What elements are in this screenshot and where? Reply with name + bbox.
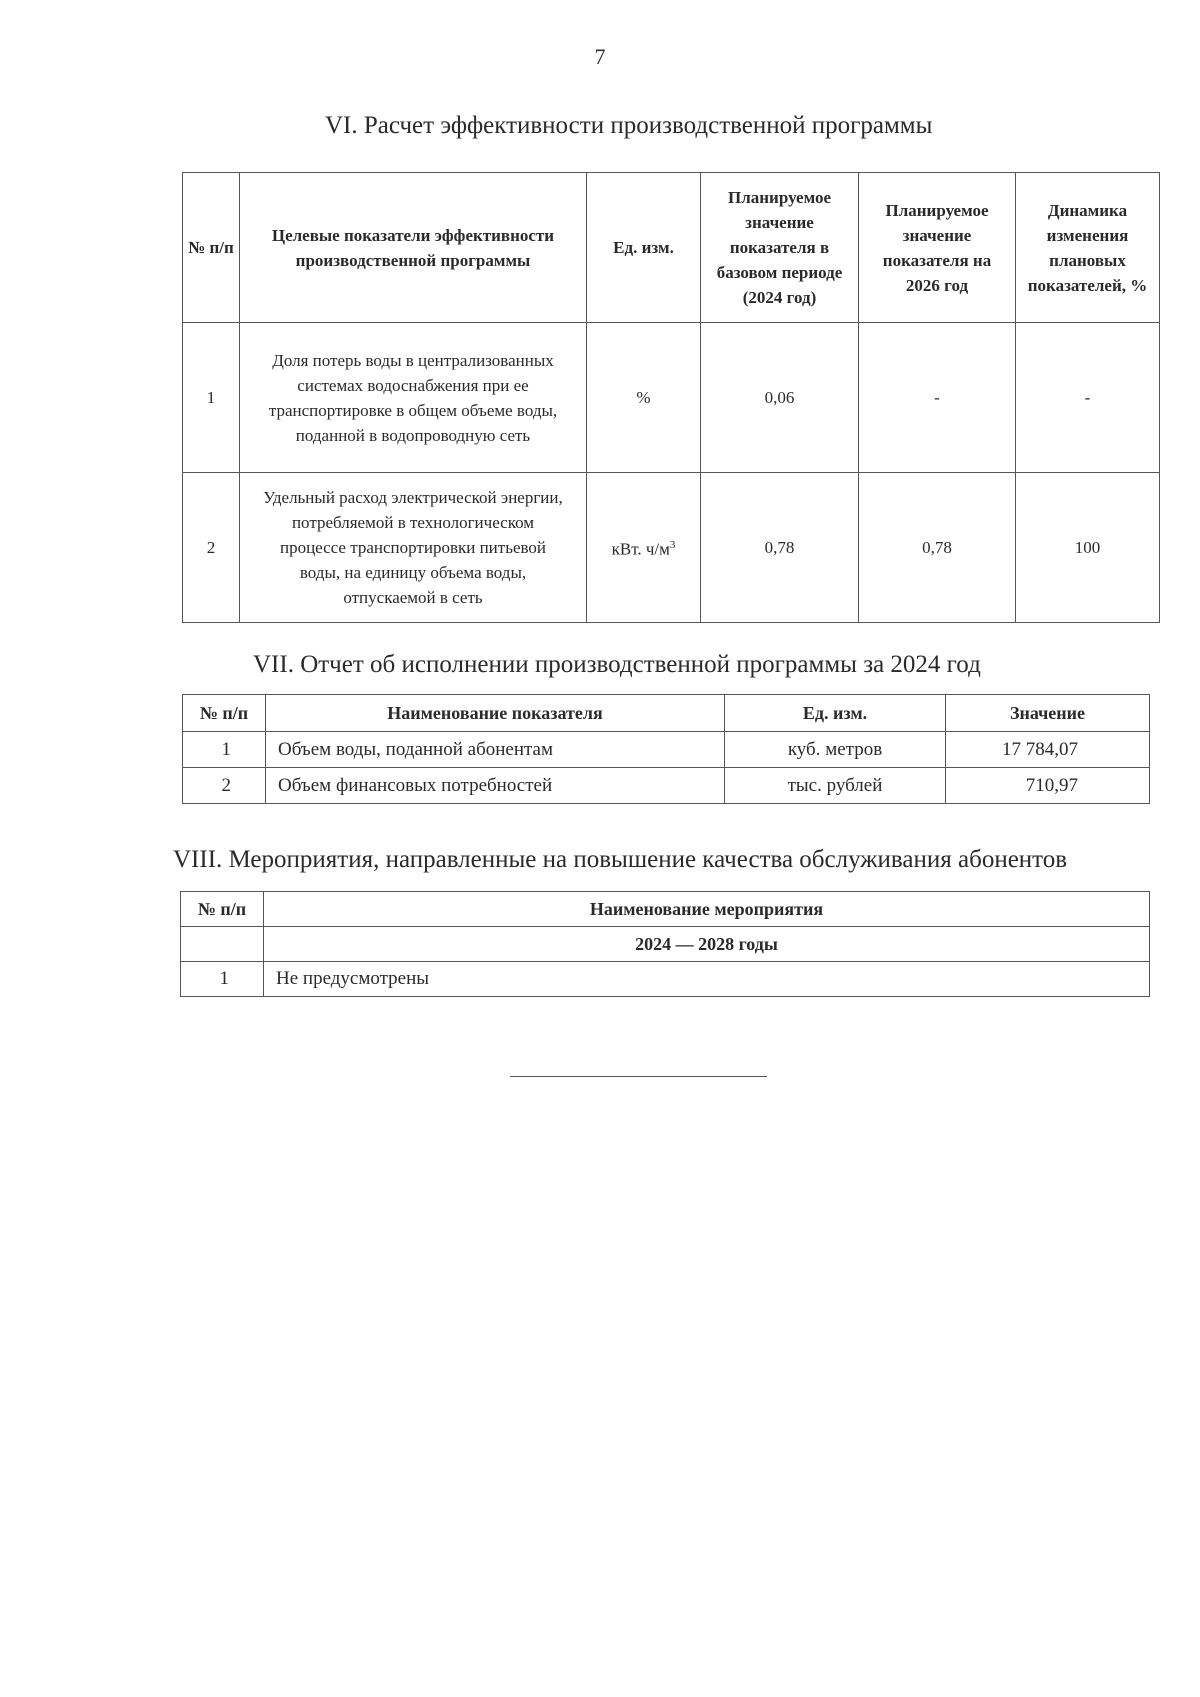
header-value: Значение — [946, 695, 1150, 732]
header-name: Наименование показателя — [266, 695, 725, 732]
row-plan-value: - — [859, 323, 1016, 473]
row-base-value: 0,06 — [701, 323, 859, 473]
header-plan-value: Планируемое значение показателя на 2026 год — [859, 173, 1016, 323]
row-num: 1 — [183, 323, 240, 473]
row-dynamics: 100 — [1016, 473, 1160, 623]
table-header-row — [181, 892, 1150, 927]
end-divider — [510, 1076, 767, 1077]
table-row — [183, 768, 1150, 804]
row-indicator: Удельный расход электрической энергии, потребляемой в технологическом процессе транспортировки питьевой воды, на единицу объема воды, отпускаемой в сеть — [240, 473, 587, 623]
row-value: 710,97 — [946, 768, 1150, 804]
section-8-title: VIII. Мероприятия, направленные на повышение качества обслуживания абонентов — [173, 846, 1068, 873]
row-unit: % — [587, 323, 701, 473]
row-unit — [587, 473, 701, 623]
efficiency-table — [182, 172, 1160, 623]
section-6-title: VI. Расчет эффективности производственной программы — [325, 112, 933, 139]
section-7-title: VII. Отчет об исполнении производственной программы за 2024 год — [253, 651, 981, 678]
table-header-row — [183, 695, 1150, 732]
header-num: № п/п — [183, 695, 266, 732]
row-unit: тыс. рублей — [725, 768, 946, 804]
row-dynamics: - — [1016, 323, 1160, 473]
header-num: № п/п — [181, 892, 264, 927]
period-row — [181, 927, 1150, 962]
header-name: Наименование мероприятия — [264, 892, 1150, 927]
row-value: 17 784,07 — [946, 732, 1150, 768]
table-row — [183, 323, 1160, 473]
row-base-value: 0,78 — [701, 473, 859, 623]
header-base-value: Планируемое значение показателя в базовом периоде (2024 год) — [701, 173, 859, 323]
table-header-row — [183, 173, 1160, 323]
unit-text: кВт. ч/м — [611, 539, 670, 559]
row-num: 1 — [181, 962, 264, 997]
row-plan-value: 0,78 — [859, 473, 1016, 623]
row-name: Объем воды, поданной абонентам — [266, 732, 725, 768]
period-empty-cell — [181, 927, 264, 962]
table-row — [183, 732, 1150, 768]
header-dynamics: Динамика изменения плановых показателей, % — [1016, 173, 1160, 323]
header-unit: Ед. изм. — [725, 695, 946, 732]
report-table — [182, 694, 1150, 804]
measures-table — [180, 891, 1150, 997]
row-num: 2 — [183, 768, 266, 804]
header-num: № п/п — [183, 173, 240, 323]
row-num: 2 — [183, 473, 240, 623]
row-name: Объем финансовых потребностей — [266, 768, 725, 804]
unit-superscript: 3 — [669, 539, 676, 552]
row-indicator: Доля потерь воды в централизованных системах водоснабжения при ее транспортировке в общем объеме воды, поданной в водопроводную сеть — [240, 323, 587, 473]
period-label: 2024 — 2028 годы — [264, 927, 1150, 962]
table-row — [183, 473, 1160, 623]
page-number: 7 — [594, 44, 606, 69]
table-row — [181, 962, 1150, 997]
header-indicator: Целевые показатели эффективности производственной программы — [240, 173, 587, 323]
row-name: Не предусмотрены — [264, 962, 1150, 997]
row-unit: куб. метров — [725, 732, 946, 768]
header-unit: Ед. изм. — [587, 173, 701, 323]
row-num: 1 — [183, 732, 266, 768]
